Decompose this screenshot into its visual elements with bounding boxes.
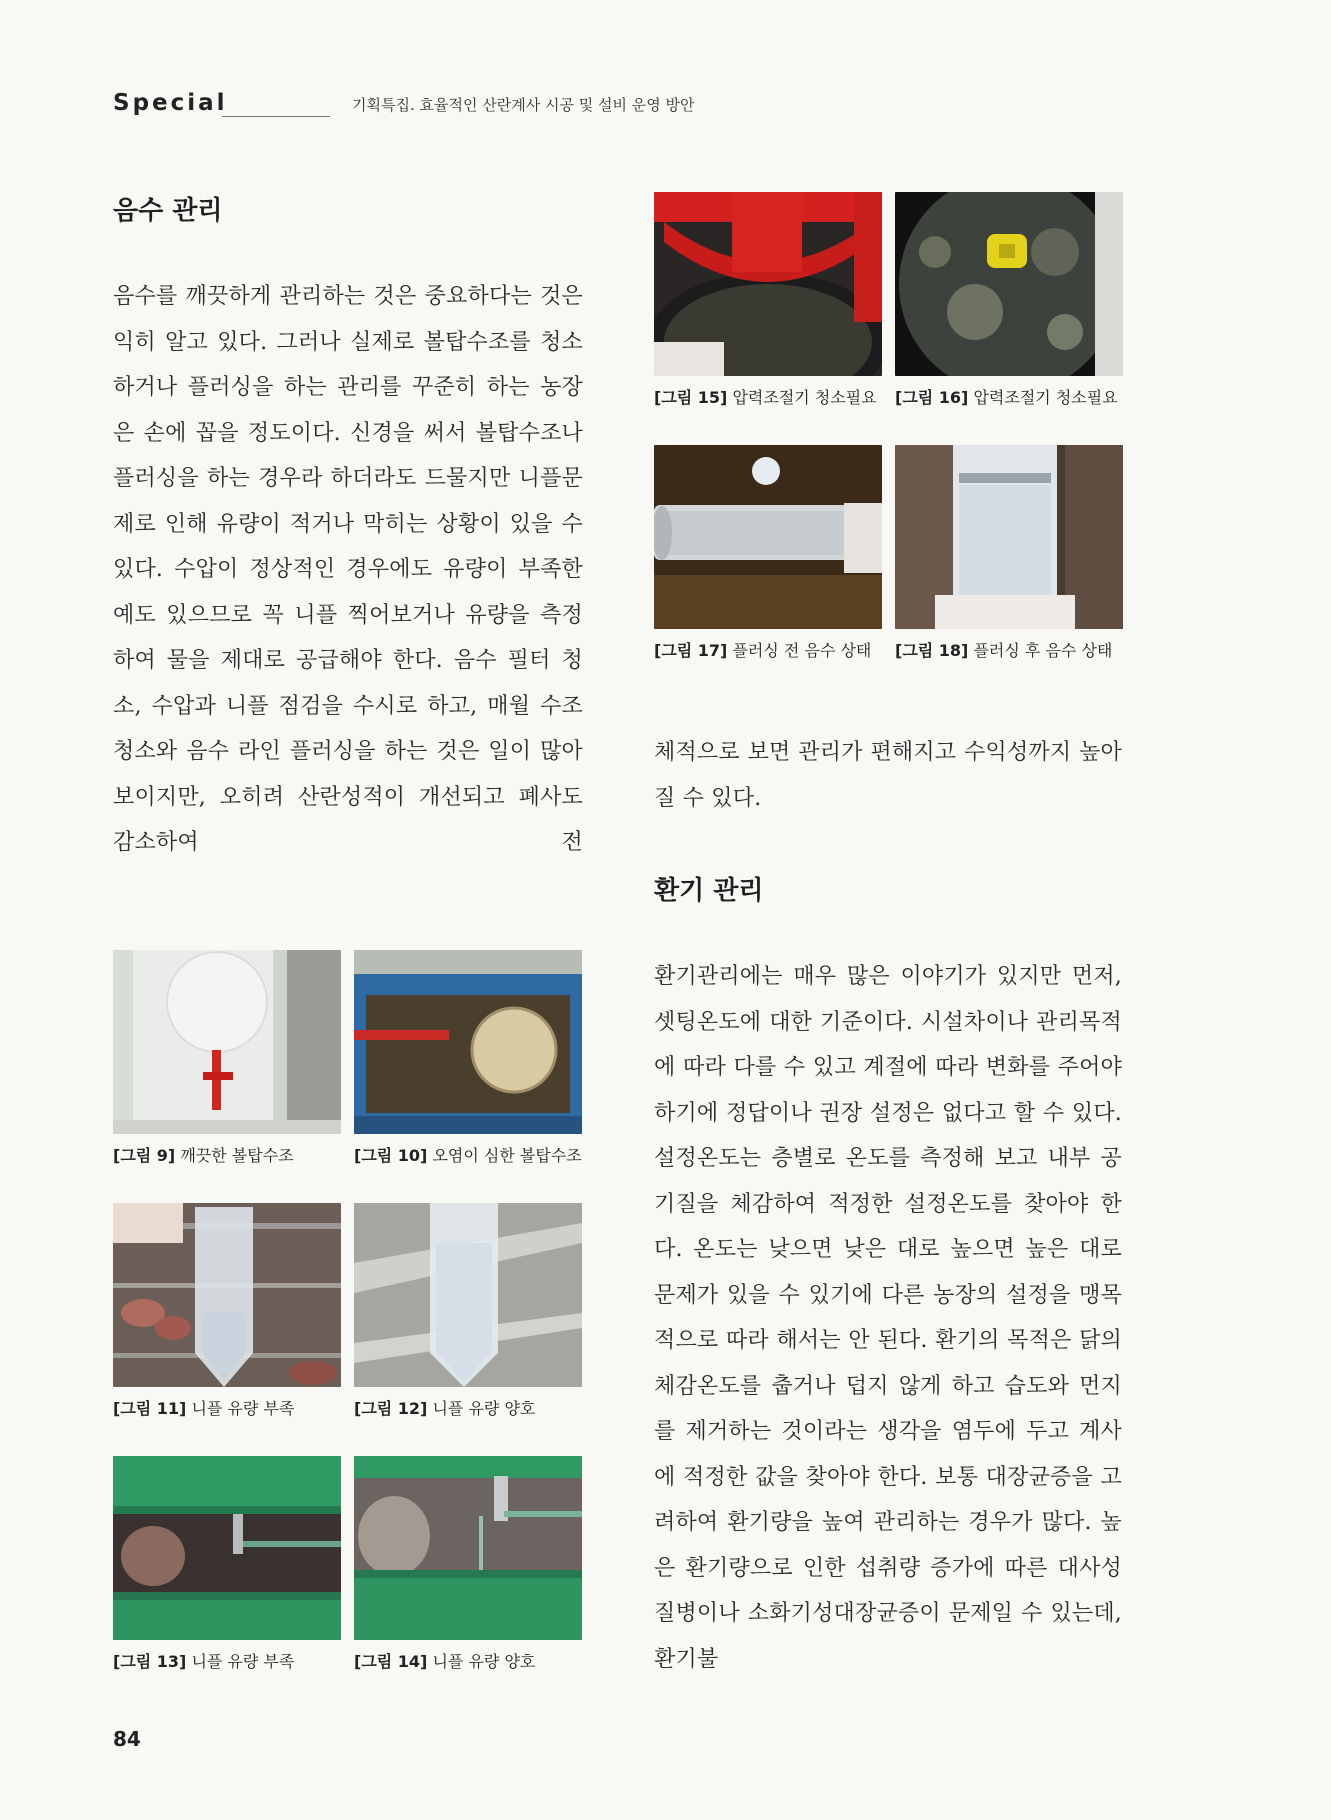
section-label: Special bbox=[113, 90, 228, 116]
figure-18-number: [그림 18] bbox=[895, 641, 969, 660]
figure-14-caption: 니플 유량 양호 bbox=[432, 1652, 536, 1671]
figure-13-number: [그림 13] bbox=[113, 1652, 187, 1671]
figure-10 bbox=[354, 950, 582, 1168]
figure-11-caption: 니플 유량 부족 bbox=[191, 1399, 295, 1418]
figure-14-photo bbox=[354, 1456, 582, 1640]
figure-12-caption: 니플 유량 양호 bbox=[432, 1399, 536, 1418]
ventilation-paragraph: 환기관리에는 매우 많은 이야기가 있지만 먼저, 셋팅온도에 대한 기준이다. 시설차이나 관리목적에 따라 다를 수 있고 계절에 따라 변화를 주어야 하기에 정답이나 권장 설정은 없다고 할 수 있다. 설정온도는 층별로 온도를 측정해 보고 내부 공기질을 체감하여 적정한 설정온도를 찾아야 한다. 온도는 낮으면 낮은 대로 높으면 높은 대로 문제가 있을 수 있기에 다른 농장의 설정을 맹목적으로 따라 해서는 안 된다. 환기의 목적은 닭의 체감온도를 춥거나 덥지 않게 하고 습도와 먼지를 제거하는 것이라는 생각을 염두에 두고 계사에 적정한 값을 찾아야 한다. 보통 대장균증을 고려하여 환기량을 높여 관리하는 경우가 많다. 높은 환기량으로 인한 섭취량 증가에 따른 대사성질병이나 소화기성대장균증이 문제일 수 있는데, 환기불 bbox=[654, 964, 1122, 1672]
water-heading: 음수 관리 bbox=[113, 196, 223, 226]
figure-11-number: [그림 11] bbox=[113, 1399, 187, 1418]
water-paragraph: 음수를 깨끗하게 관리하는 것은 중요하다는 것은 익히 알고 있다. 그러나 실제로 볼탑수조를 청소하거나 플러싱을 하는 관리를 꾸준히 하는 농장은 손에 꼽을 정도이다. 신경을 써서 볼탑수조나 플러싱을 하는 경우라 하더라도 드물지만 니플문제로 인해 유량이 적거나 막히는 상황이 있을 수 있다. 수압이 정상적인 경우에도 유량이 부족한 예도 있으므로 꼭 니플 찍어보거나 유량을 측정하여 물을 제대로 공급해야 한다. 음수 필터 청소, 수압과 니플 점검을 수시로 하고, 매월 수조 청소와 음수 라인 플러싱을 하는 것은 일이 많아 보이지만, 오히려 산란성적이 개선되고 폐사도 감소하여 전 bbox=[113, 284, 583, 855]
figure-15-caption: 압력조절기 청소필요 bbox=[732, 388, 877, 407]
figure-14-number: [그림 14] bbox=[354, 1652, 428, 1671]
header-divider bbox=[222, 116, 330, 117]
figure-15-number: [그림 15] bbox=[654, 388, 728, 407]
header-subtitle: 기획특집. 효율적인 산란계사 시공 및 설비 운영 방안 bbox=[352, 96, 695, 114]
figure-18-photo bbox=[895, 445, 1123, 629]
figure-17-caption: 플러싱 전 음수 상태 bbox=[732, 641, 872, 660]
figure-13 bbox=[113, 1456, 341, 1674]
figure-9-photo bbox=[113, 950, 341, 1134]
figure-14 bbox=[354, 1456, 582, 1674]
figure-16-number: [그림 16] bbox=[895, 388, 969, 407]
figure-16-photo bbox=[895, 192, 1123, 376]
figure-9-caption: 깨끗한 볼탑수조 bbox=[180, 1146, 294, 1165]
figure-12-photo bbox=[354, 1203, 582, 1387]
figure-11 bbox=[113, 1203, 341, 1421]
figure-9-number: [그림 9] bbox=[113, 1146, 176, 1165]
water-paragraph-continued: 체적으로 보면 관리가 편해지고 수익성까지 높아질 수 있다. bbox=[654, 740, 1122, 811]
figure-15 bbox=[654, 192, 882, 410]
page-number: 84 bbox=[113, 1727, 141, 1751]
figure-10-photo bbox=[354, 950, 582, 1134]
ventilation-heading: 환기 관리 bbox=[654, 876, 764, 906]
figure-18-caption: 플러싱 후 음수 상태 bbox=[973, 641, 1113, 660]
figure-17-photo bbox=[654, 445, 882, 629]
figure-12 bbox=[354, 1203, 582, 1421]
figure-16 bbox=[895, 192, 1123, 410]
figure-13-photo bbox=[113, 1456, 341, 1640]
figure-9 bbox=[113, 950, 341, 1168]
figure-17-number: [그림 17] bbox=[654, 641, 728, 660]
figure-10-caption: 오염이 심한 볼탑수조 bbox=[432, 1146, 582, 1165]
figure-15-photo bbox=[654, 192, 882, 376]
figure-10-number: [그림 10] bbox=[354, 1146, 428, 1165]
figure-17 bbox=[654, 445, 882, 663]
figure-13-caption: 니플 유량 부족 bbox=[191, 1652, 295, 1671]
figure-11-photo bbox=[113, 1203, 341, 1387]
figure-16-caption: 압력조절기 청소필요 bbox=[973, 388, 1118, 407]
figure-12-number: [그림 12] bbox=[354, 1399, 428, 1418]
figure-18 bbox=[895, 445, 1123, 663]
